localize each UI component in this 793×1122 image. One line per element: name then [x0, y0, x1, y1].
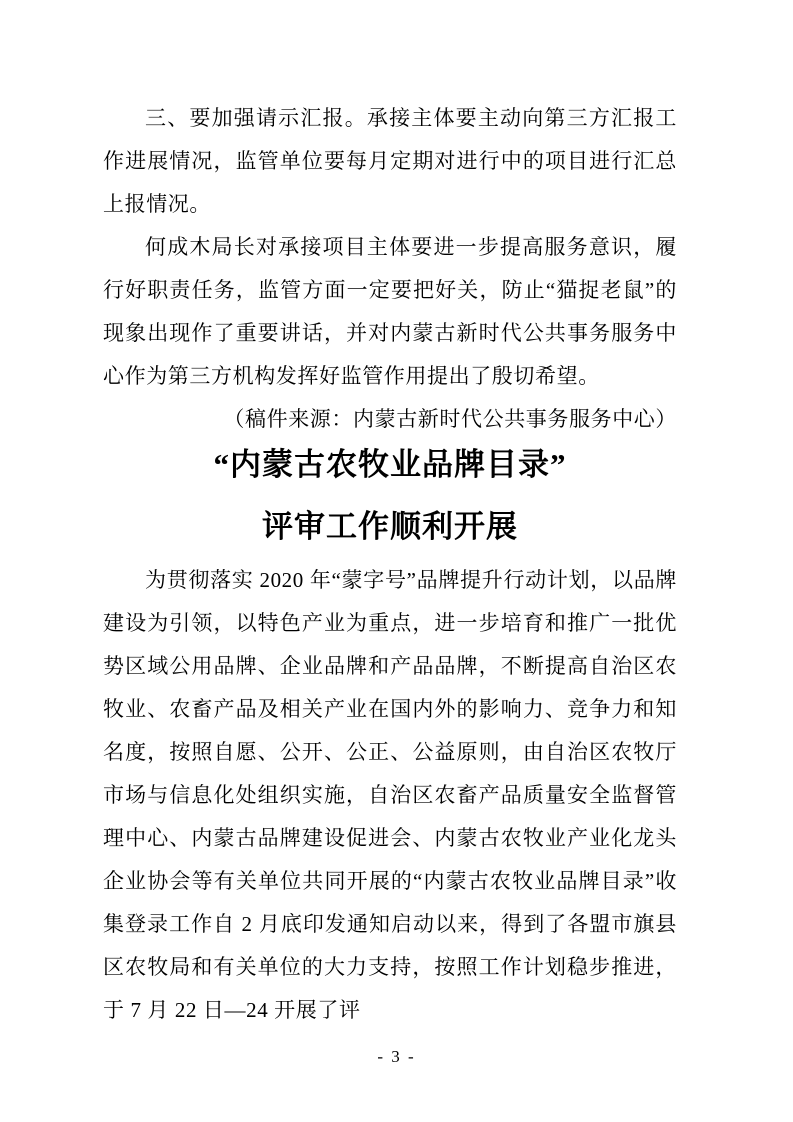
article-title-line1: “内蒙古农牧业品牌目录”	[213, 447, 567, 482]
paragraph-request-report: 三、要加强请示汇报。承接主体要主动向第三方汇报工作进展情况，监管单位要每月定期对进行中的项目进行汇总上报情况。	[103, 106, 677, 216]
article-title-line2: 评审工作顺利开展	[262, 509, 518, 544]
page-number: - 3 -	[377, 1047, 416, 1066]
article-body-paragraph: 为贯彻落实 2020 年“蒙字号”品牌提升行动计划，以品牌建设为引领，以特色产业为重点，进一步培育和推广一批优势区域公用品牌、企业品牌和产品品牌，不断提高自治区农牧业、农畜产品及相关产业在国内外的影响力、竞争力和知名度，按照自愿、公开、公正、公益原则，由自治区农牧厅市场与信息化处组织实施，自治区农畜产品质量安全监督管理中心、内蒙古品牌建设促进会、内蒙古农牧业产业化龙头企业协会等有关单位共同开展的“内蒙古农牧业品牌目录”收集登录工作自 2 月底印发通知启动以来，得到了各盟市旗县区农牧局和有关单位的大力支持，按照工作计划稳步推进，于 7 月 22 日—24 开展了评	[103, 568, 677, 1022]
source-attribution-line: （稿件来源：内蒙古新时代公共事务服务中心）	[223, 407, 677, 431]
document-text-block	[103, 97, 677, 1032]
paragraph-director-speech: 何成木局长对承接项目主体要进一步提高服务意识，履行好职责任务，监管方面一定要把好关，防止“猫捉老鼠”的现象出现作了重要讲话，并对内蒙古新时代公共事务服务中心作为第三方机构发挥好监管作用提出了殷切希望。	[103, 235, 677, 388]
